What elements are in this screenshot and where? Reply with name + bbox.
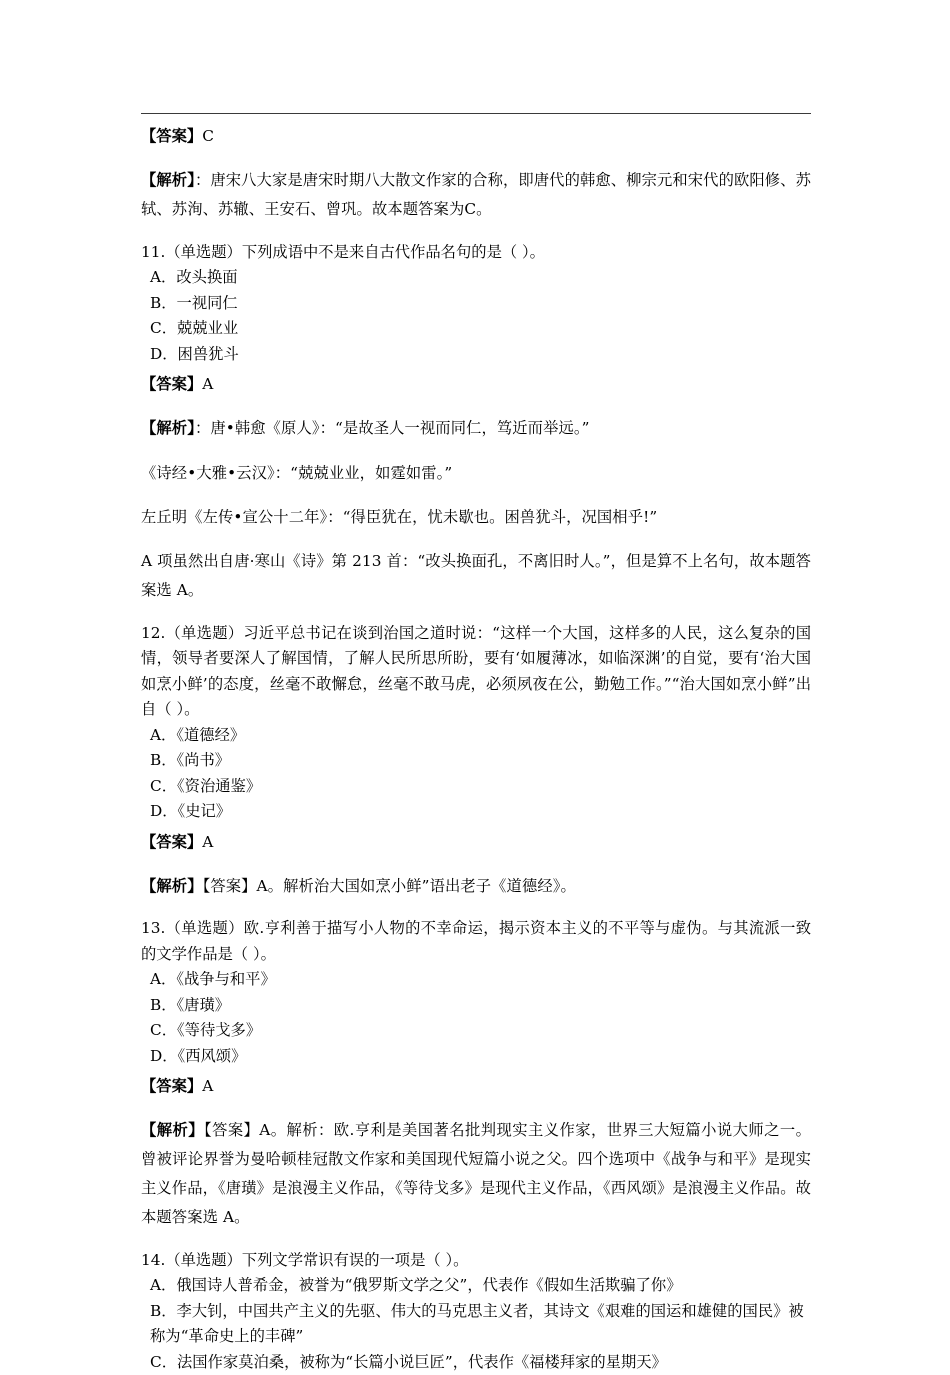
option-item[interactable]: D．困兽犹斗 bbox=[150, 344, 239, 363]
option-item[interactable]: A．俄国诗人普希金，被誉为“俄罗斯文学之父”，代表作《假如生活欺骗了你》 bbox=[150, 1276, 682, 1295]
explanation-citation: 《诗经•大雅•云汉》：“兢兢业业，如霆如雷。” bbox=[141, 463, 453, 482]
answer-label: 【答案】 bbox=[141, 375, 203, 394]
option-item[interactable]: C．兢兢业业 bbox=[150, 319, 239, 338]
answer-line bbox=[141, 828, 811, 857]
option-item[interactable]: D．《西风颂》 bbox=[150, 1046, 247, 1065]
question-number: 13. bbox=[141, 919, 166, 938]
option-item[interactable]: A．《道德经》 bbox=[150, 725, 246, 744]
explanation-text: 【答案】A。解析：欧.亨利是美国著名批判现实主义作家，世界三大短篇小说大师之一。曾被评论界誉为曼哈顿桂冠散文作家和美国现代短篇小说之父。四个选项中《战争与和平》是现实主义作品，《唐璜》是浪漫主义作品，《等待戈多》是现代主义作品，《西风颂》是浪漫主义作品。故本题答案选 A。 bbox=[141, 1121, 812, 1227]
option-item[interactable]: B．《尚书》 bbox=[150, 751, 231, 770]
answer-value: A bbox=[202, 832, 214, 851]
question-text: （单选题）欧.亨利善于描写小人物的不幸命运，揭示资本主义的不平等与虚伪。与其流派一致的文学作品是（ ）。 bbox=[141, 919, 811, 963]
answer-value: A bbox=[202, 375, 214, 394]
answer-label: 【答案】 bbox=[141, 127, 203, 145]
question-stem bbox=[141, 621, 811, 723]
explanation-block bbox=[141, 414, 811, 443]
explanation-citation: A 项虽然出自唐·寒山《诗》第 213 首：“改头换面孔，不离旧时人。”，但是算不上名句，故本题答案选 A。 bbox=[141, 552, 811, 600]
question-number: 12. bbox=[141, 623, 166, 642]
option-item[interactable]: C．《资治通鉴》 bbox=[150, 776, 262, 795]
answer-value: C bbox=[202, 127, 214, 145]
question-text: （单选题）下列文学常识有误的一项是（ ）。 bbox=[165, 1250, 469, 1269]
question-number: 11. bbox=[141, 242, 166, 261]
explanation-text: ：唐宋八大家是唐宋时期八大散文作家的合称，即唐代的韩愈、柳宗元和宋代的欧阳修、苏轼、苏洵、苏辙、王安石、曾巩。故本题答案为C。 bbox=[141, 171, 811, 219]
answer-value: A bbox=[202, 1077, 214, 1096]
option-item[interactable]: D．《史记》 bbox=[150, 802, 232, 821]
explanation-block bbox=[141, 872, 811, 901]
answer-line bbox=[141, 122, 811, 151]
option-item[interactable]: C．法国作家莫泊桑，被称为“长篇小说巨匠”，代表作《福楼拜家的星期天》 bbox=[150, 1352, 667, 1371]
explanation-block bbox=[141, 1116, 811, 1232]
option-item[interactable]: B．一视同仁 bbox=[150, 293, 238, 312]
page-content bbox=[141, 0, 811, 1375]
option-list bbox=[141, 967, 811, 1069]
question-stem bbox=[141, 1248, 811, 1274]
option-list bbox=[141, 265, 811, 367]
question-text: （单选题）下列成语中不是来自古代作品名句的是（ ）。 bbox=[165, 242, 545, 261]
option-item[interactable]: C．《等待戈多》 bbox=[150, 1021, 262, 1040]
explanation-text: ：唐•韩愈《原人》：“是故圣人一视而同仁，笃近而举远。” bbox=[194, 419, 590, 438]
option-item[interactable]: B．李大钊，中国共产主义的先驱、伟大的马克思主义者，其诗文《艰难的国运和雄健的国民》被称为“革命史上的丰碑” bbox=[150, 1301, 804, 1346]
answer-line bbox=[141, 370, 811, 399]
explanation-block bbox=[141, 166, 811, 224]
explanation-text: 【答案】A。解析治大国如烹小鲜”语出老子《道德经》。 bbox=[202, 876, 576, 895]
explanation-label: 【解析】 bbox=[141, 419, 195, 438]
option-list bbox=[141, 723, 811, 825]
question-stem bbox=[141, 916, 811, 967]
answer-label: 【答案】 bbox=[141, 1077, 203, 1096]
explanation-label: 【解析】 bbox=[141, 171, 195, 190]
explanation-label: 【解析】 bbox=[141, 1121, 204, 1140]
explanation-citation: 左丘明《左传•宣公十二年》：“得臣犹在，忧未歇也。困兽犹斗，况国相乎!” bbox=[141, 507, 658, 526]
header-divider bbox=[141, 113, 811, 114]
question-number: 14. bbox=[141, 1250, 166, 1269]
option-item[interactable]: A．改头换面 bbox=[150, 268, 238, 287]
option-item[interactable]: A．《战争与和平》 bbox=[150, 970, 276, 989]
option-item[interactable]: B．《唐璜》 bbox=[150, 995, 231, 1014]
answer-label: 【答案】 bbox=[141, 832, 203, 851]
question-text: （单选题）习近平总书记在谈到治国之道时说：“这样一个大国，这样多的人民，这么复杂的国情，领导者要深人了解国情，了解人民所思所盼，要有‘如履薄冰，如临深渊’的自觉，要有‘治大国如烹小鲜’的态度，丝毫不敢懈怠，丝毫不敢马虎，必须夙夜在公，勤勉工作。”“治大国如烹小鲜”出自（ ）。 bbox=[141, 623, 811, 719]
explanation-label: 【解析】 bbox=[141, 876, 203, 895]
answer-line bbox=[141, 1072, 811, 1101]
question-stem bbox=[141, 240, 811, 266]
